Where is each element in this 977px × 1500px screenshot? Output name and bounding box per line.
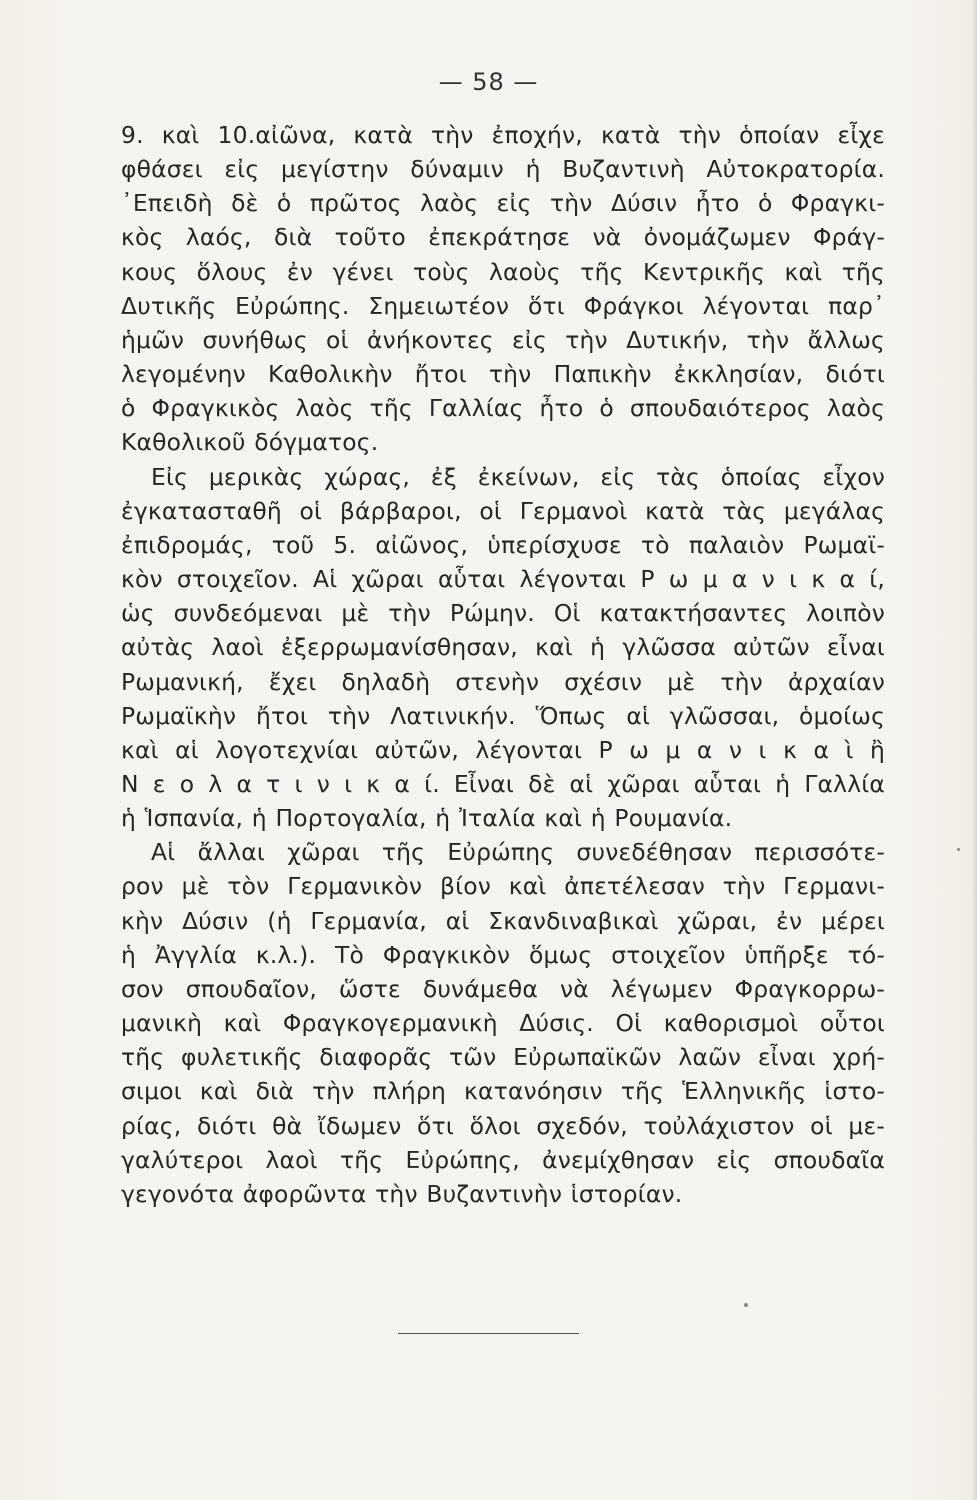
text-line: Δυτικῆς Εὐρώπης. Σημειωτέον ὅτι Φράγκοι λέγονται παρ᾿: [121, 291, 885, 320]
text-line: σιμοι καὶ διὰ τὴν πλήρη κατανόησιν τῆς Ἑλληνικῆς ἱστο-: [121, 1077, 885, 1106]
text-line: ἐγκατασταθῆ οἱ βάρβαροι, οἱ Γερμανοὶ κατὰ τὰς μεγάλας: [121, 496, 885, 525]
text-line: τῆς φυλετικῆς διαφορᾶς τῶν Εὐρωπαϊκῶν λαῶν εἶναι χρή-: [121, 1043, 885, 1072]
text-line: ἡ Ἱσπανία, ἡ Πορτογαλία, ἡ Ἰταλία καὶ ἡ Ρουμανία.: [121, 804, 733, 833]
text-line: καὶ αἱ λογοτεχνίαι αὐτῶν, λέγονται Ρ ω μ α ν ι κ α ὶ ἢ: [121, 735, 885, 764]
paper-speck: [744, 1303, 748, 1307]
body-text: [121, 118, 885, 1211]
text-line: μανικὴ καὶ Φραγκογερμανικὴ Δύσις. Οἱ καθορισμοὶ οὗτοι: [121, 1009, 885, 1038]
text-line: Ρωμανική, ἔχει δηλαδὴ στενὴν σχέσιν μὲ τὴν ἀρχαίαν: [121, 667, 885, 696]
text-line: γαλύτεροι λαοὶ τῆς Εὐρώπης, ἀνεμίχθησαν εἰς σπουδαῖα: [121, 1145, 885, 1174]
text-line: ἐπιδρομάς, τοῦ 5. αἰῶνος, ὑπερίσχυσε τὸ παλαιὸν Ρωμαϊ-: [121, 530, 885, 559]
text-line: 9. καὶ 10.αἰῶνα, κατὰ τὴν ἐποχήν, κατὰ τὴν ὁποίαν εἶχε: [121, 121, 885, 149]
text-line: σον σπουδαῖον, ὥστε δυνάμεθα νὰ λέγωμεν Φραγκορρω-: [121, 974, 885, 1003]
text-line: γεγονότα ἀφορῶντα τὴν Βυζαντινὴν ἱστορίαν.: [121, 1179, 683, 1208]
text-line: ὡς συνδεόμεναι μὲ τὴν Ρώμην. Οἱ κατακτήσαντες λοιπὸν: [121, 599, 885, 628]
paper-speck: [957, 848, 960, 851]
text-line: λεγομένην Καθολικὴν ἤτοι τὴν Παπικὴν ἐκκλησίαν, διότι: [121, 360, 885, 389]
end-rule: [398, 1333, 579, 1334]
text-line: Ρωμαϊκὴν ἤτοι τὴν Λατινικήν. Ὅπως αἱ γλῶσσαι, ὁμοίως: [121, 701, 885, 730]
text-line: φθάσει εἰς μεγίστην δύναμιν ἡ Βυζαντινὴ Αὐτοκρατορία.: [121, 155, 885, 184]
text-line: ρίας, διότι θὰ ἴδωμεν ὅτι ὅλοι σχεδόν, τοὐλάχιστον οἱ με-: [121, 1111, 885, 1140]
text-line: Καθολικοῦ δόγματος.: [121, 428, 379, 457]
text-line: ᾿Επειδὴ δὲ ὁ πρῶτος λαὸς εἰς τὴν Δύσιν ἦτο ὁ Φραγκι-: [121, 189, 885, 218]
text-line: κὸς λαός, διὰ τοῦτο ἐπεκράτησε νὰ ὀνομάζωμεν Φράγ-: [121, 223, 885, 252]
text-line: κὴν Δύσιν (ἡ Γερμανία, αἱ Σκανδιναβικαὶ χῶραι, ἐν μέρει: [121, 906, 885, 935]
text-line: Ν ε ο λ α τ ι ν ι κ α ί. Εἶναι δὲ αἱ χῶραι αὗται ἡ Γαλλία: [121, 769, 885, 798]
text-line: Εἰς μερικὰς χώρας, ἐξ ἐκείνων, εἰς τὰς ὁποίας εἶχον: [151, 462, 885, 491]
text-line: ρον μὲ τὸν Γερμανικὸν βίον καὶ ἀπετέλεσαν τὴν Γερμανι-: [121, 872, 885, 901]
page-edge-shadow: [971, 0, 977, 1500]
text-line: ἡμῶν συνήθως οἱ ἀνήκοντες εἰς τὴν Δυτικήν, τὴν ἄλλως: [121, 325, 885, 354]
text-line: κους ὅλους ἐν γένει τοὺς λαοὺς τῆς Κεντρικῆς καὶ τῆς: [121, 257, 885, 286]
text-line: ὁ Φραγκικὸς λαὸς τῆς Γαλλίας ἦτο ὁ σπουδαιότερος λαὸς: [121, 394, 885, 423]
text-line: Αἱ ἄλλαι χῶραι τῆς Εὐρώπης συνεδέθησαν περισσότε-: [151, 838, 885, 867]
page-number: — 58 —: [438, 68, 539, 96]
text-line: ἡ Ἀγγλία κ.λ.). Τὸ Φραγκικὸν ὅμως στοιχεῖον ὑπῆρξε τό-: [121, 940, 885, 969]
text-line: αὐτὰς λαοὶ ἐξερρωμανίσθησαν, καὶ ἡ γλῶσσα αὐτῶν εἶναι: [121, 633, 885, 662]
text-line: κὸν στοιχεῖον. Αἱ χῶραι αὗται λέγονται Ρ ω μ α ν ι κ α ί,: [121, 565, 885, 594]
